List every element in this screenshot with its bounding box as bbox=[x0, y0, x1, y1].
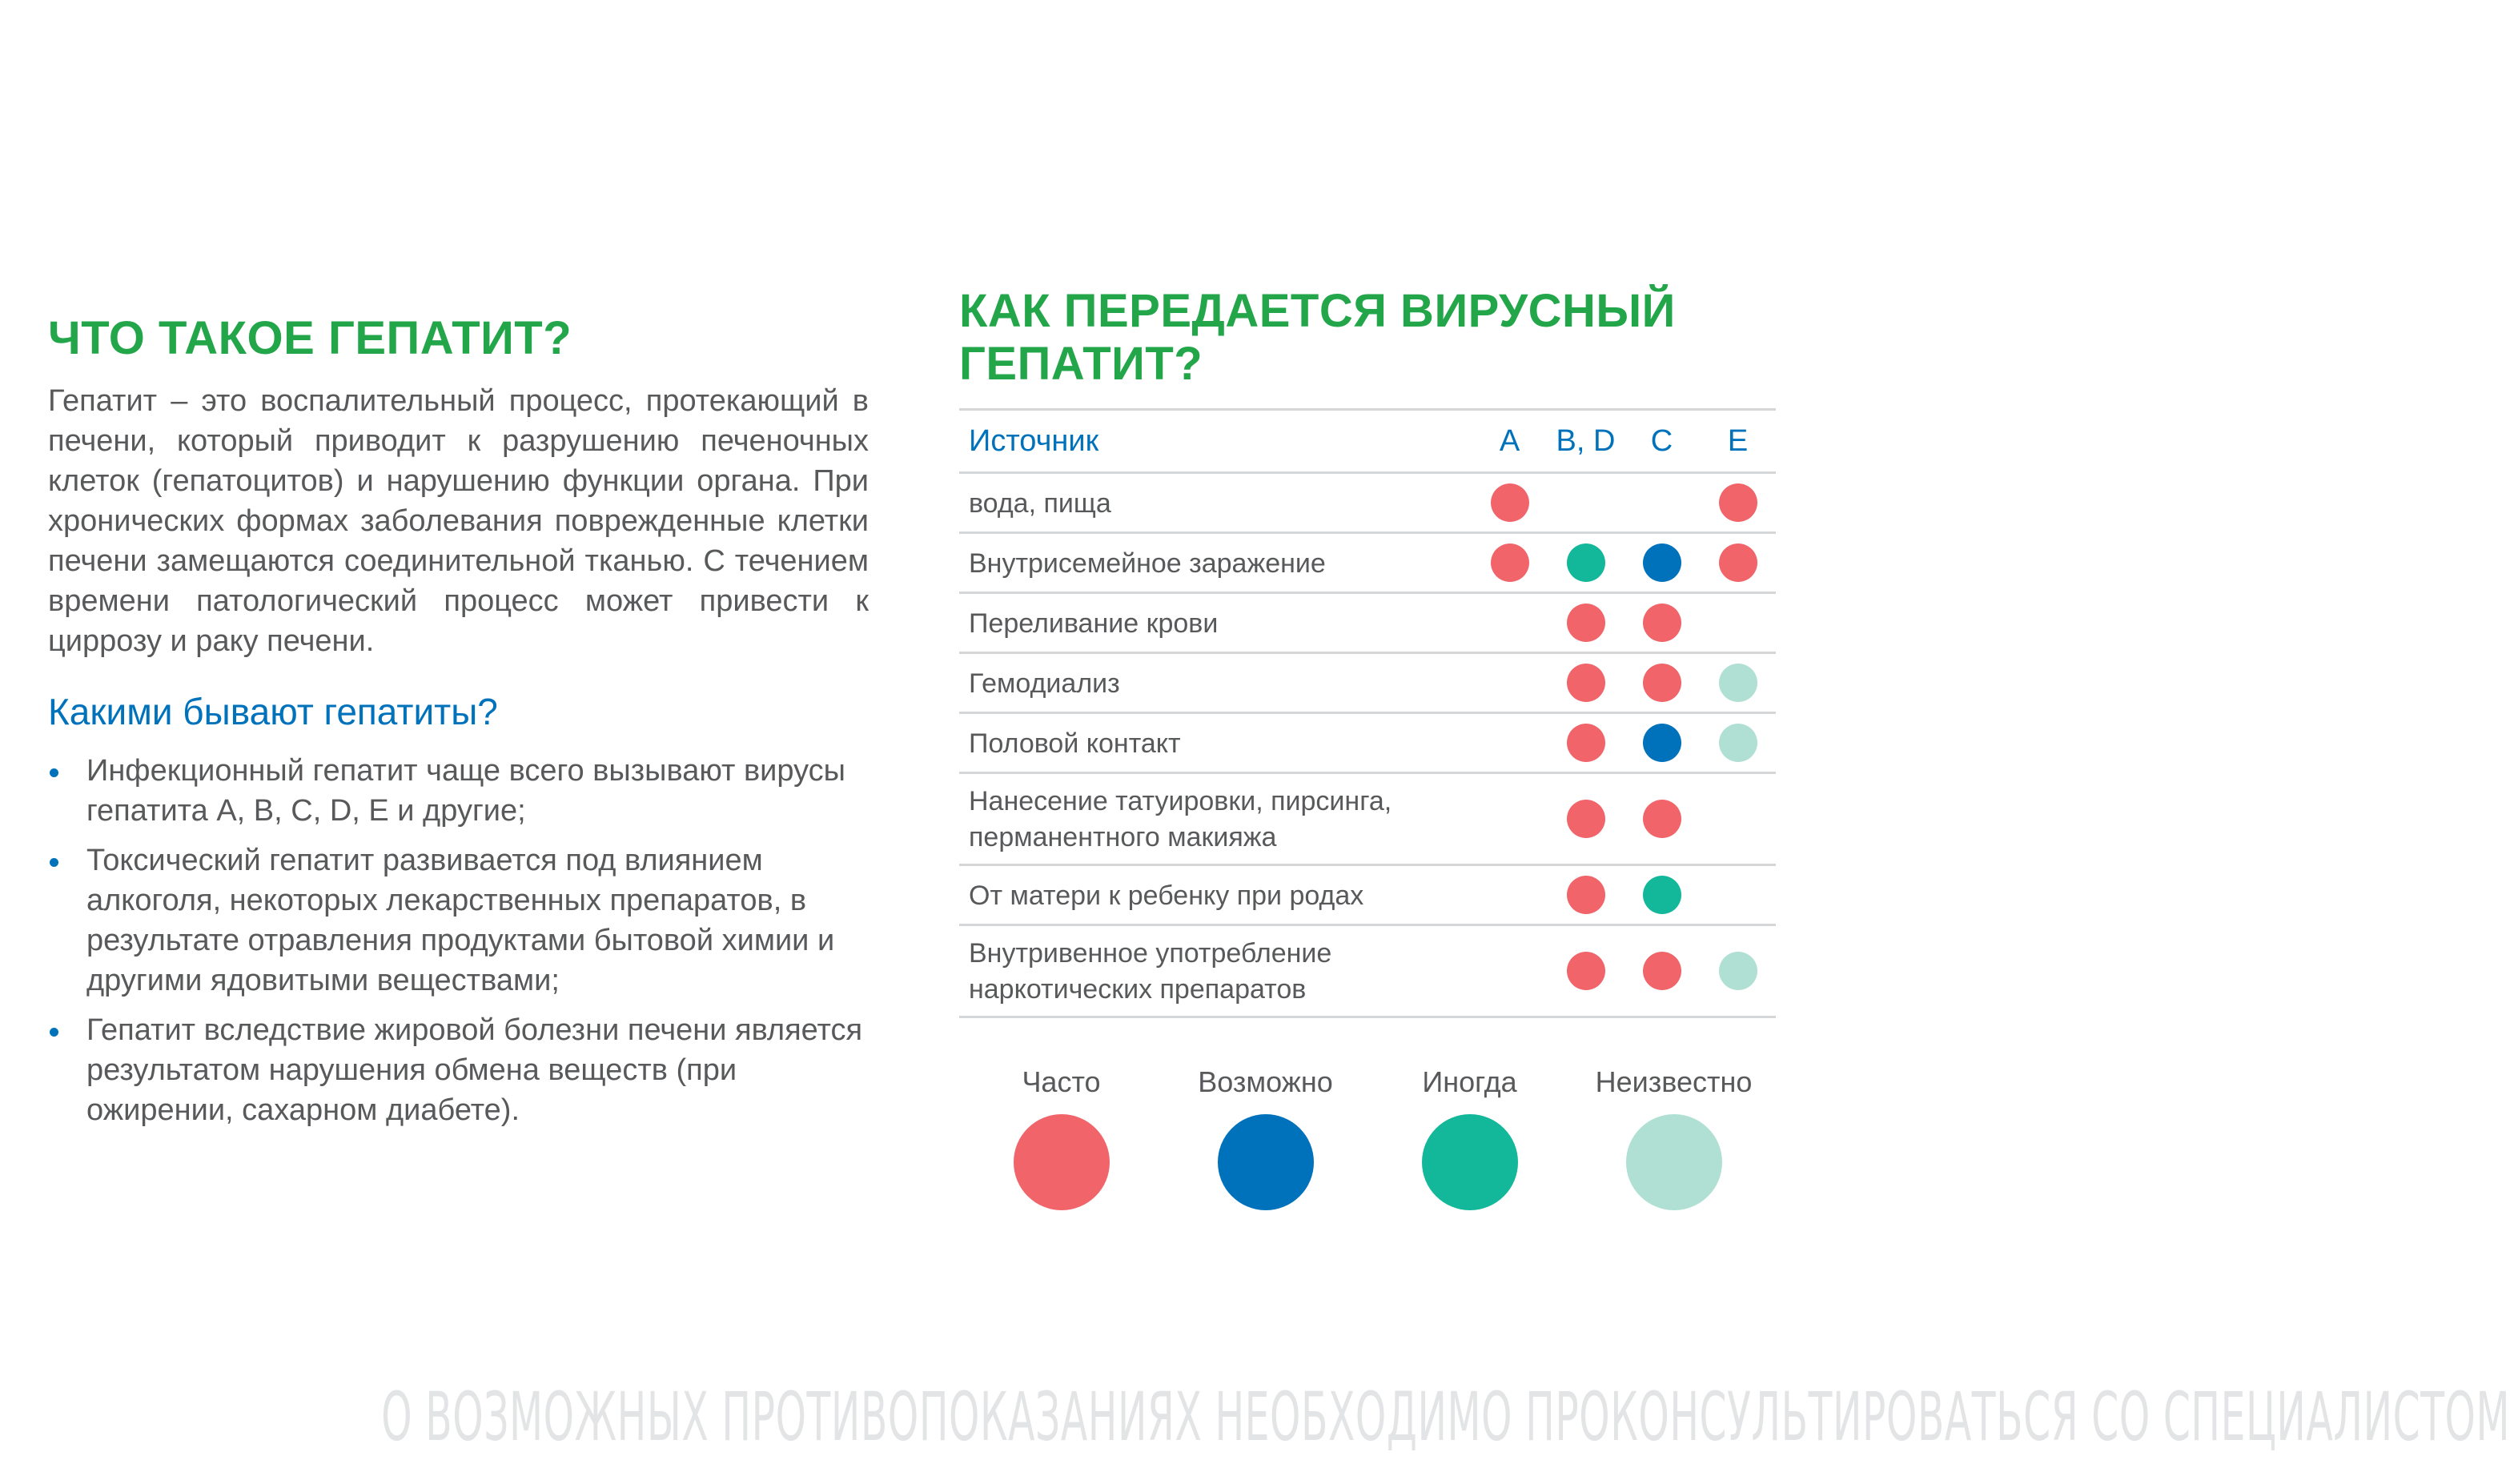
mark-cell bbox=[1624, 593, 1700, 653]
mark-cell bbox=[1700, 865, 1776, 925]
source-cell: От матери к ребенку при родах bbox=[959, 865, 1472, 925]
legend bbox=[959, 1065, 1776, 1210]
mark-cell bbox=[1624, 713, 1700, 773]
source-cell: Нанесение татуировки, пирсинга, перманентного макияжа bbox=[959, 773, 1472, 865]
mark-cell bbox=[1624, 473, 1700, 533]
mark-cell bbox=[1624, 533, 1700, 593]
often-dot-icon bbox=[1567, 952, 1605, 990]
mark-cell bbox=[1624, 865, 1700, 925]
what-is-hepatitis-section bbox=[48, 312, 869, 1140]
column-header-e: E bbox=[1700, 410, 1776, 473]
often-dot-icon bbox=[1567, 724, 1605, 762]
source-cell: Внутрисемейное заражение bbox=[959, 533, 1472, 593]
mark-cell bbox=[1548, 925, 1624, 1017]
mark-cell bbox=[1472, 865, 1548, 925]
often-dot-icon bbox=[1719, 483, 1757, 522]
bullet-icon bbox=[50, 858, 58, 867]
sometimes-dot-icon bbox=[1567, 543, 1605, 582]
table-row bbox=[959, 773, 1776, 865]
list-item bbox=[48, 751, 887, 831]
source-cell: Переливание крови bbox=[959, 593, 1472, 653]
list-item bbox=[48, 1010, 887, 1130]
legend-item-possible bbox=[1163, 1065, 1367, 1210]
unknown-dot-icon bbox=[1719, 664, 1757, 702]
possible-dot-icon bbox=[1218, 1114, 1314, 1210]
transmission-table bbox=[959, 408, 1776, 1018]
mark-cell bbox=[1700, 473, 1776, 533]
page-title: ЧТО ТАКОЕ ГЕПАТИТ? bbox=[48, 312, 572, 364]
mark-cell bbox=[1472, 713, 1548, 773]
table-body bbox=[959, 473, 1776, 1017]
often-dot-icon bbox=[1491, 543, 1529, 582]
mark-cell bbox=[1624, 773, 1700, 865]
unknown-dot-icon bbox=[1719, 952, 1757, 990]
source-cell: Внутривенное употребление наркотических препаратов bbox=[959, 925, 1472, 1017]
legend-item-often bbox=[959, 1065, 1163, 1210]
column-header-c: C bbox=[1624, 410, 1700, 473]
mark-cell bbox=[1472, 653, 1548, 713]
mark-cell bbox=[1624, 925, 1700, 1017]
table-row bbox=[959, 533, 1776, 593]
often-dot-icon bbox=[1014, 1114, 1110, 1210]
column-header-source: Источник bbox=[959, 410, 1472, 473]
legend-label: Часто bbox=[1022, 1065, 1101, 1098]
often-dot-icon bbox=[1643, 952, 1681, 990]
transmission-title: КАК ПЕРЕДАЕТСЯ ВИРУСНЫЙ ГЕПАТИТ? bbox=[959, 285, 1676, 390]
mark-cell bbox=[1548, 473, 1624, 533]
mark-cell bbox=[1700, 593, 1776, 653]
legend-label: Возможно bbox=[1198, 1065, 1333, 1098]
table-row bbox=[959, 653, 1776, 713]
source-cell: Гемодиализ bbox=[959, 653, 1472, 713]
table-row bbox=[959, 473, 1776, 533]
intro-paragraph: Гепатит – это воспалительный процесс, протекающий в печени, который приводит к разрушению печеночных клеток (гепатоцитов) и нарушению функции органа. При хронических формах заболевания поврежденные клетки печени замещаются соединительной тканью. С течением времени патологический процесс может привести к циррозу и раку печени. bbox=[48, 384, 869, 658]
mark-cell bbox=[1700, 653, 1776, 713]
transmission-section bbox=[959, 285, 1776, 1018]
mark-cell bbox=[1548, 653, 1624, 713]
often-dot-icon bbox=[1643, 800, 1681, 838]
mark-cell bbox=[1548, 713, 1624, 773]
legend-label: Неизвестно bbox=[1595, 1065, 1753, 1098]
sometimes-dot-icon bbox=[1643, 876, 1681, 914]
legend-item-unknown bbox=[1572, 1065, 1776, 1210]
mark-cell bbox=[1472, 533, 1548, 593]
often-dot-icon bbox=[1491, 483, 1529, 522]
legend-label: Иногда bbox=[1422, 1065, 1517, 1098]
column-header-bd: B, D bbox=[1548, 410, 1624, 473]
possible-dot-icon bbox=[1643, 724, 1681, 762]
mark-cell bbox=[1472, 925, 1548, 1017]
often-dot-icon bbox=[1567, 664, 1605, 702]
often-dot-icon bbox=[1719, 543, 1757, 582]
legend-item-sometimes bbox=[1367, 1065, 1572, 1210]
often-dot-icon bbox=[1567, 800, 1605, 838]
often-dot-icon bbox=[1643, 664, 1681, 702]
mark-cell bbox=[1700, 773, 1776, 865]
possible-dot-icon bbox=[1643, 543, 1681, 582]
mark-cell bbox=[1700, 713, 1776, 773]
table-row bbox=[959, 925, 1776, 1017]
bullet-icon bbox=[50, 1028, 58, 1037]
types-subtitle: Какими бывают гепатиты? bbox=[48, 691, 498, 732]
often-dot-icon bbox=[1643, 604, 1681, 642]
mark-cell bbox=[1548, 773, 1624, 865]
mark-cell bbox=[1472, 593, 1548, 653]
mark-cell bbox=[1548, 533, 1624, 593]
list-item-text: Токсический гепатит развивается под влиянием алкоголя, некоторых лекарственных препаратов, в результате отравления продуктами бытовой химии и другими ядовитыми веществами; bbox=[86, 844, 835, 997]
list-item-text: Инфекционный гепатит чаще всего вызывают вирусы гепатита A, B, C, D, E и другие; bbox=[86, 754, 845, 828]
table-row bbox=[959, 865, 1776, 925]
column-header-a: A bbox=[1472, 410, 1548, 473]
source-cell: вода, пища bbox=[959, 473, 1472, 533]
mark-cell bbox=[1472, 773, 1548, 865]
mark-cell bbox=[1472, 473, 1548, 533]
mark-cell bbox=[1548, 593, 1624, 653]
footer-disclaimer: О ВОЗМОЖНЫХ ПРОТИВОПОКАЗАНИЯХ НЕОБХОДИМО ПРОКОНСУЛЬТИРОВАТЬСЯ СО СПЕЦИАЛИСТОМ bbox=[381, 1378, 2510, 1456]
table-row bbox=[959, 713, 1776, 773]
mark-cell bbox=[1624, 653, 1700, 713]
types-list bbox=[48, 751, 869, 1130]
table-row bbox=[959, 593, 1776, 653]
often-dot-icon bbox=[1567, 876, 1605, 914]
mark-cell bbox=[1548, 865, 1624, 925]
source-cell: Половой контакт bbox=[959, 713, 1472, 773]
list-item-text: Гепатит вследствие жировой болезни печени является результатом нарушения обмена веществ (при ожирении, сахарном диабете). bbox=[86, 1013, 863, 1127]
table-header-row bbox=[959, 410, 1776, 473]
often-dot-icon bbox=[1567, 604, 1605, 642]
unknown-dot-icon bbox=[1626, 1114, 1722, 1210]
mark-cell bbox=[1700, 925, 1776, 1017]
list-item bbox=[48, 840, 887, 1001]
unknown-dot-icon bbox=[1719, 724, 1757, 762]
mark-cell bbox=[1700, 533, 1776, 593]
sometimes-dot-icon bbox=[1422, 1114, 1518, 1210]
bullet-icon bbox=[50, 768, 58, 777]
